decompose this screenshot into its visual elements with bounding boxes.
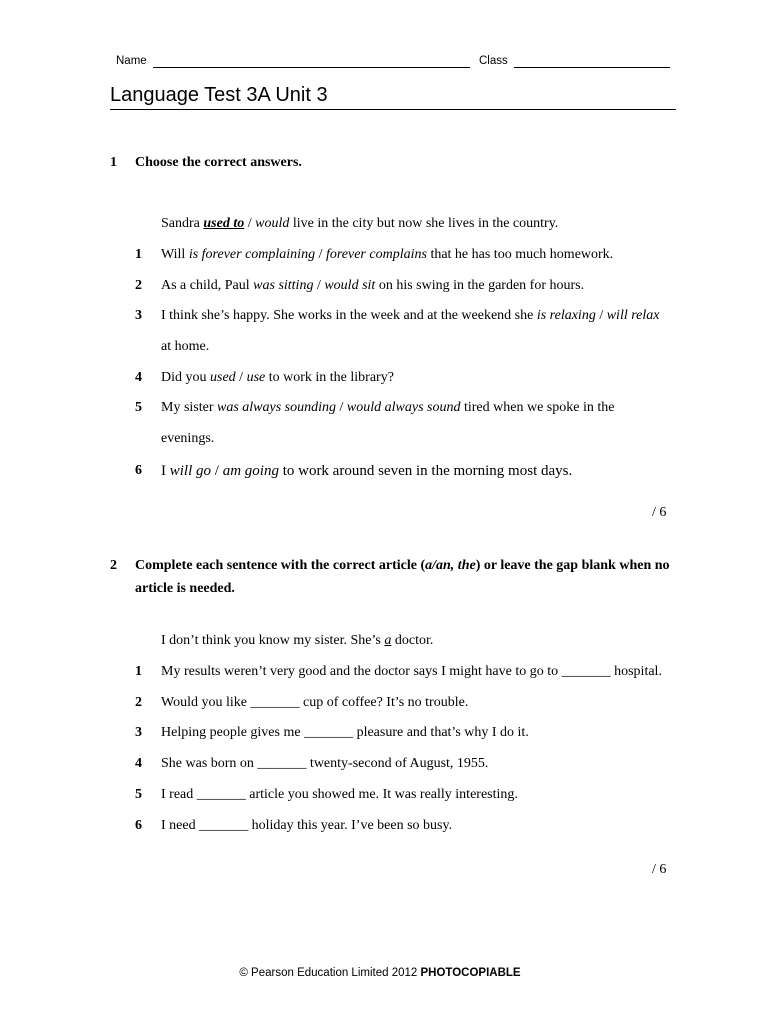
- question-text: My results weren’t very good and the doctor says I might have to go to _______ hospital.: [161, 664, 662, 679]
- example-answer: a: [384, 633, 392, 648]
- question-number: 4: [135, 370, 142, 385]
- question-number: 3: [135, 308, 142, 323]
- section-2-example: I don’t think you know my sister. She’s a doctor.: [161, 633, 434, 648]
- question-text: Will is forever complaining / forever complains that he has too much homework.: [161, 247, 614, 262]
- class-label: Class: [479, 55, 508, 67]
- section-1-instruction: Choose the correct answers.: [135, 155, 302, 170]
- question-number: 5: [135, 787, 142, 802]
- question-text: As a child, Paul was sitting / would sit on his swing in the garden for hours.: [161, 278, 585, 293]
- section-1-example: Sandra used to / would live in the city but now she lives in the country.: [161, 216, 559, 231]
- question-text: I need _______ holiday this year. I’ve been so busy.: [161, 818, 453, 833]
- photocopiable-label: PHOTOCOPIABLE: [420, 967, 521, 979]
- example-answer: used to: [203, 216, 245, 231]
- question-text: I think she’s happy. She works in the week and at the weekend she is relaxing / will relax at home.: [161, 308, 660, 354]
- question-number: 6: [135, 818, 142, 833]
- question-text: My sister was always sounding / would always sound tired when we spoke in the evenings.: [161, 400, 615, 446]
- section-1-score: / 6: [652, 505, 667, 520]
- question-text: Helping people gives me _______ pleasure and that’s why I do it.: [161, 725, 529, 740]
- name-label: Name: [116, 55, 147, 67]
- question-number: 2: [135, 278, 142, 293]
- question-text: Did you used / use to work in the library?: [161, 370, 394, 385]
- name-field[interactable]: [153, 67, 470, 68]
- question-number: 6: [135, 463, 142, 478]
- question-text: I read _______ article you showed me. It was really interesting.: [161, 787, 518, 802]
- question-number: 1: [135, 664, 142, 679]
- question-number: 5: [135, 400, 142, 415]
- section-2-number: 2: [110, 558, 117, 573]
- class-field[interactable]: [514, 67, 670, 68]
- question-number: 1: [135, 247, 142, 262]
- page-title: Language Test 3A Unit 3: [110, 84, 328, 106]
- question-number: 2: [135, 695, 142, 710]
- section-2-instruction: Complete each sentence with the correct article (a/an, the) or leave the gap blank when no article is needed.: [135, 558, 670, 596]
- question-text: Would you like _______ cup of coffee? It’s no trouble.: [161, 695, 469, 710]
- question-number: 3: [135, 725, 142, 740]
- question-text: I will go / am going to work around seven in the morning most days.: [161, 463, 573, 479]
- question-number: 4: [135, 756, 142, 771]
- title-divider: [110, 109, 676, 110]
- section-1-number: 1: [110, 155, 117, 170]
- section-2-score: / 6: [652, 862, 667, 877]
- footer: © Pearson Education Limited 2012 PHOTOCOPIABLE: [239, 967, 521, 979]
- question-text: She was born on _______ twenty-second of August, 1955.: [161, 756, 489, 771]
